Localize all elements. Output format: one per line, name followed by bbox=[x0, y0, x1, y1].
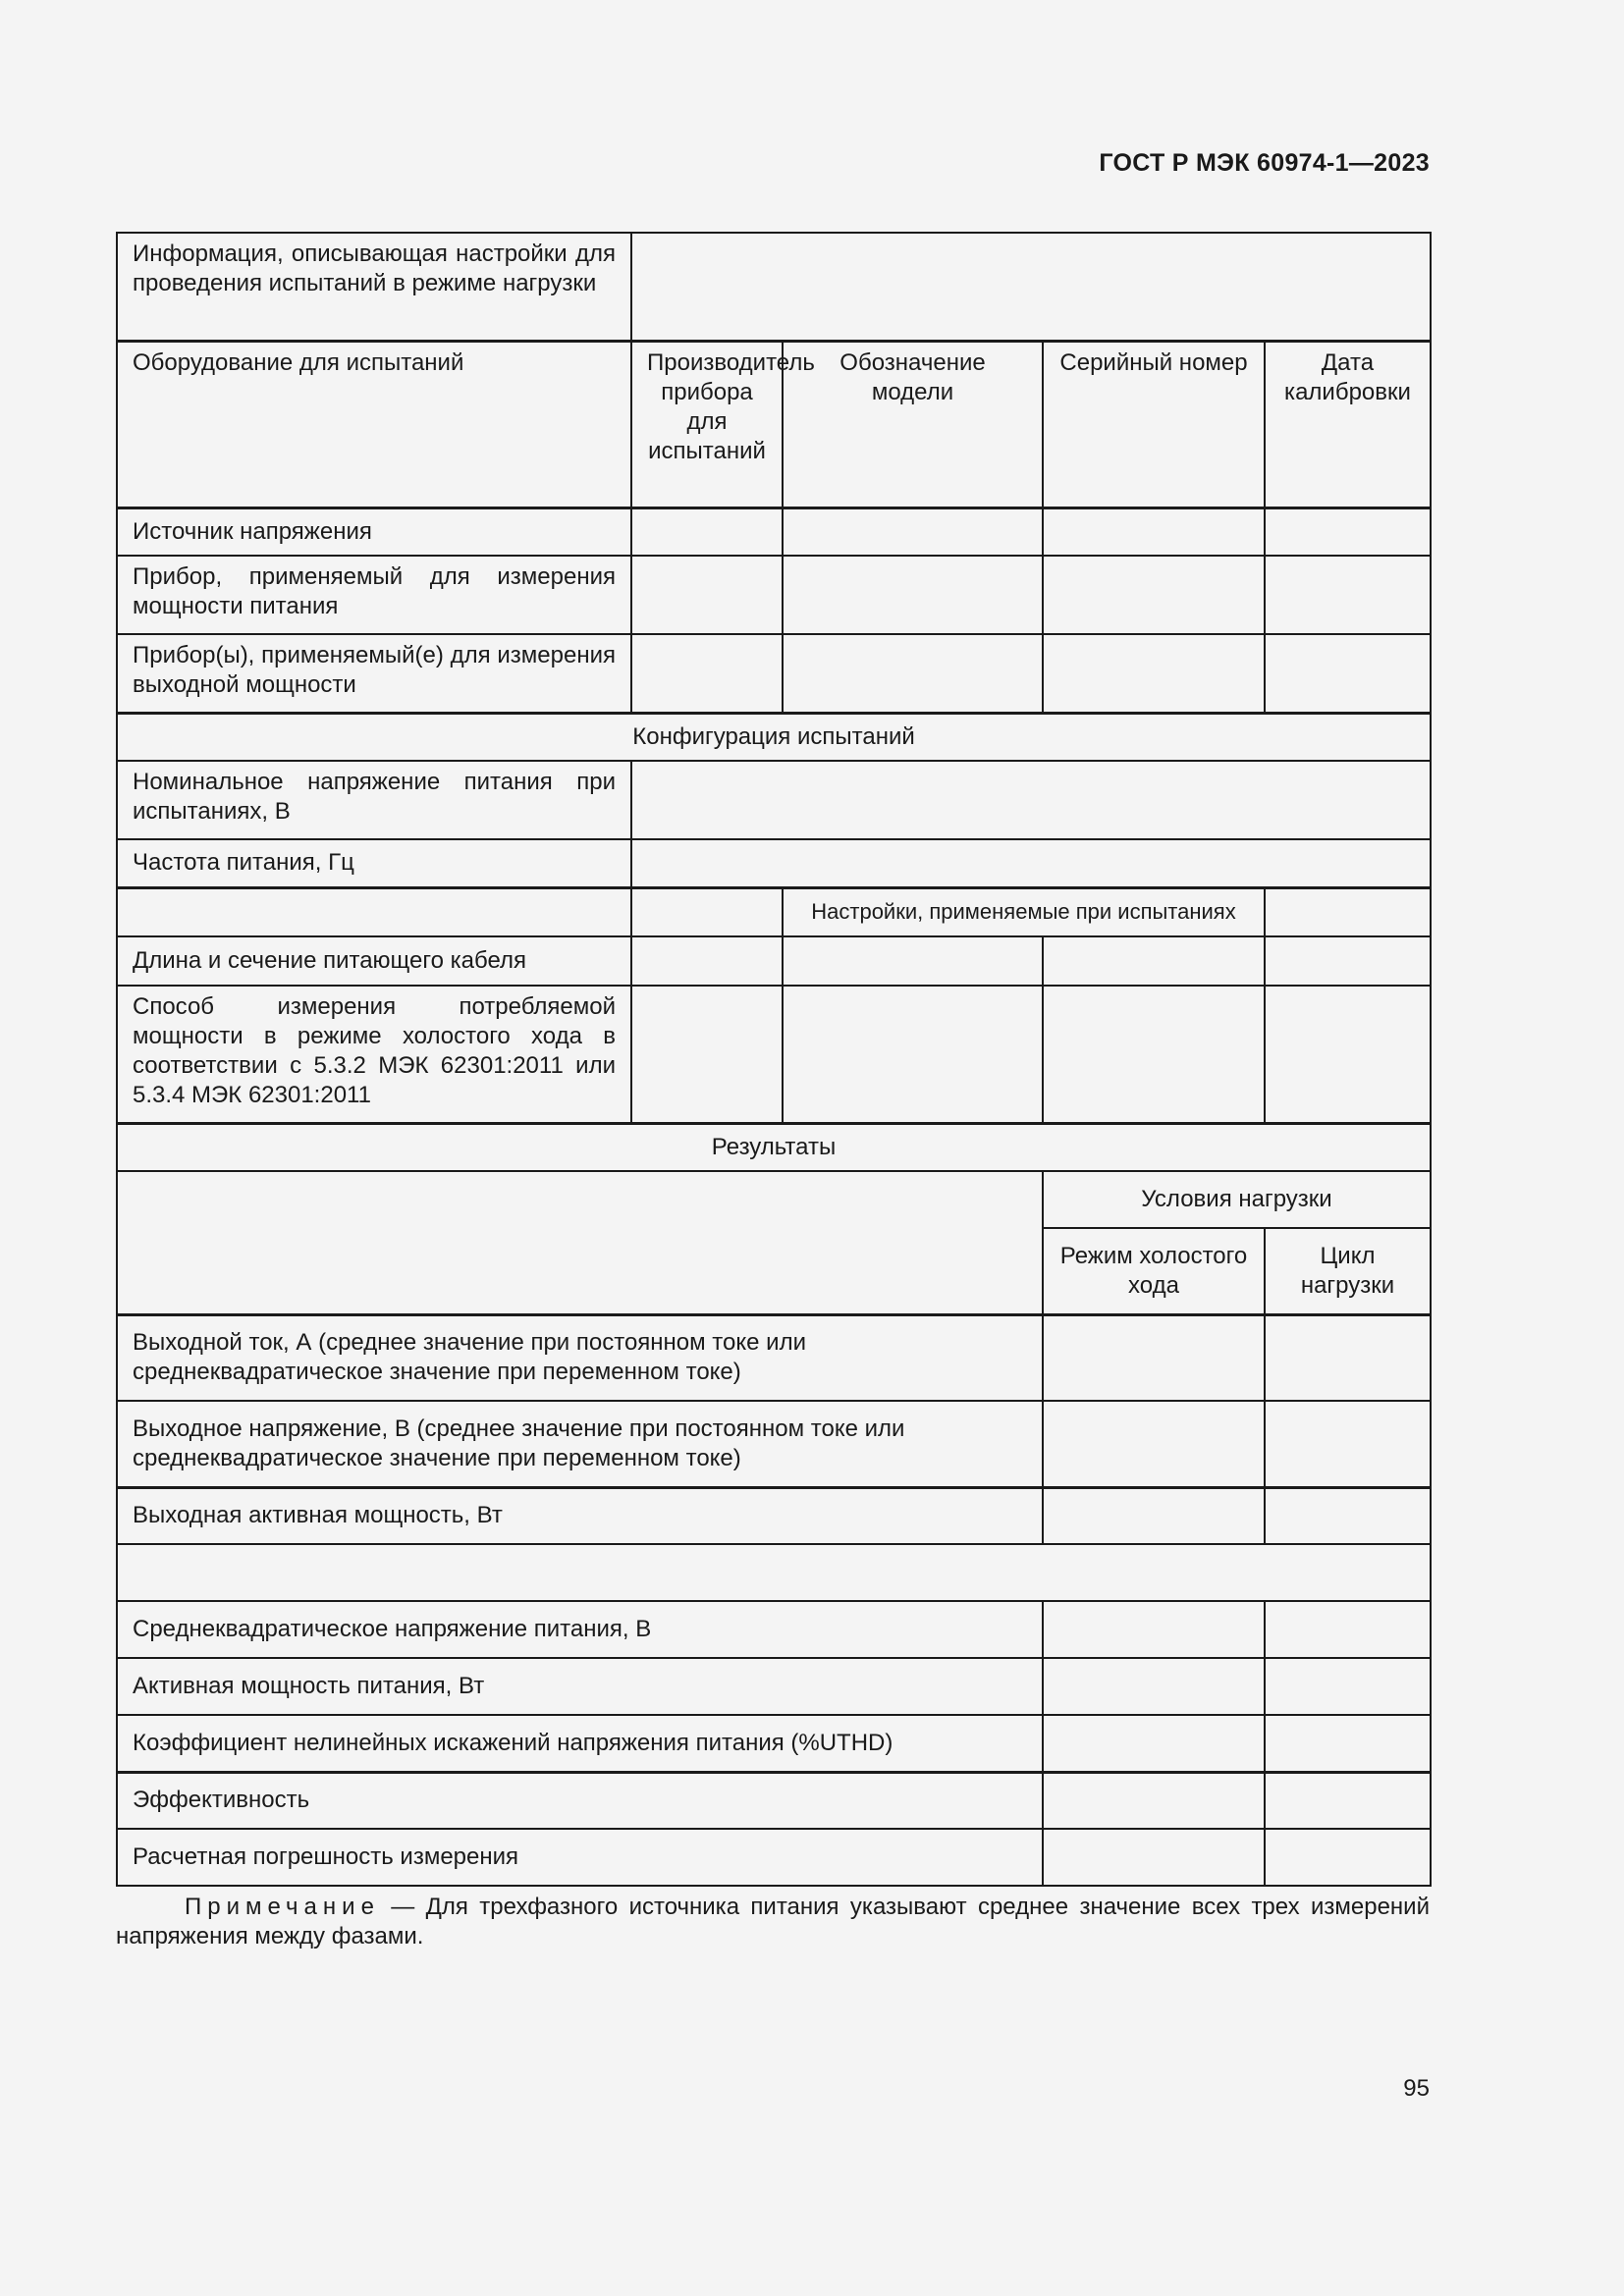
table-row bbox=[117, 936, 1431, 986]
table-row bbox=[117, 986, 1431, 1123]
page-number: 95 bbox=[1403, 2075, 1430, 2102]
table-cell[interactable] bbox=[1043, 1829, 1265, 1886]
table-cell[interactable] bbox=[1043, 1401, 1265, 1487]
table-cell[interactable] bbox=[1265, 1829, 1431, 1886]
equipment-label: Оборудование для испытаний bbox=[117, 341, 631, 507]
nominal-voltage-value[interactable] bbox=[631, 761, 1431, 839]
table-cell bbox=[631, 887, 783, 936]
table-cell[interactable] bbox=[1265, 986, 1431, 1123]
table-cell[interactable] bbox=[1043, 1601, 1265, 1658]
load-conditions-header: Условия нагрузки bbox=[1043, 1171, 1431, 1228]
table-row bbox=[117, 1544, 1431, 1601]
table-cell[interactable] bbox=[1043, 936, 1265, 986]
table-cell[interactable] bbox=[1265, 1314, 1431, 1401]
table-cell[interactable] bbox=[1043, 1658, 1265, 1715]
table-cell[interactable] bbox=[1265, 936, 1431, 986]
note-text: — Для трехфазного источника питания указывают среднее значение всех трех измерений напряжения между фазами. bbox=[116, 1894, 1430, 1949]
table-note bbox=[116, 1893, 1430, 1951]
equipment-row-label: Источник напряжения bbox=[117, 507, 631, 556]
results-title: Результаты bbox=[117, 1123, 1431, 1171]
cable-label: Длина и сечение питающего кабеля bbox=[117, 936, 631, 986]
table-cell[interactable] bbox=[631, 986, 783, 1123]
efficiency-label: Эффективность bbox=[117, 1772, 1043, 1829]
results-header-row bbox=[117, 1171, 1431, 1228]
table-row bbox=[117, 1715, 1431, 1772]
output-power-label: Выходная активная мощность, Вт bbox=[117, 1487, 1043, 1544]
table-cell[interactable] bbox=[631, 634, 783, 713]
table-row bbox=[117, 1829, 1431, 1886]
table-cell bbox=[117, 887, 631, 936]
table-row bbox=[117, 507, 1431, 556]
table-cell bbox=[117, 1171, 1043, 1314]
active-power-label: Активная мощность питания, Вт bbox=[117, 1658, 1043, 1715]
output-current-label: Выходной ток, А (среднее значение при постоянном токе или среднеквадратическое значение при переменном токе) bbox=[117, 1314, 1043, 1401]
table-cell bbox=[1265, 887, 1431, 936]
table-cell[interactable] bbox=[631, 556, 783, 634]
equipment-row-label: Прибор, применяемый для измерения мощности питания bbox=[117, 556, 631, 634]
table-cell[interactable] bbox=[1265, 1601, 1431, 1658]
table-row bbox=[117, 1487, 1431, 1544]
col-cycle: Цикл нагрузки bbox=[1265, 1228, 1431, 1314]
table-cell[interactable] bbox=[783, 936, 1043, 986]
section-row bbox=[117, 1123, 1431, 1171]
nominal-voltage-label: Номинальное напряжение питания при испытаниях, В bbox=[117, 761, 631, 839]
test-report-table bbox=[116, 232, 1432, 1887]
frequency-value[interactable] bbox=[631, 839, 1431, 887]
table-cell[interactable] bbox=[1265, 1658, 1431, 1715]
equipment-header-row bbox=[117, 341, 1431, 507]
settings-header: Настройки, применяемые при испытаниях bbox=[783, 887, 1265, 936]
table-cell[interactable] bbox=[1265, 507, 1431, 556]
table-row bbox=[117, 1601, 1431, 1658]
table-cell[interactable] bbox=[1043, 1715, 1265, 1772]
table-cell[interactable] bbox=[1265, 556, 1431, 634]
table-cell[interactable] bbox=[1265, 1401, 1431, 1487]
table-row bbox=[117, 634, 1431, 713]
uncertainty-label: Расчетная погрешность измерения bbox=[117, 1829, 1043, 1886]
note-label: Примечание bbox=[185, 1894, 380, 1920]
table-cell[interactable] bbox=[783, 507, 1043, 556]
table-cell[interactable] bbox=[1265, 634, 1431, 713]
section-row bbox=[117, 713, 1431, 761]
table-cell[interactable] bbox=[783, 634, 1043, 713]
table-cell[interactable] bbox=[783, 986, 1043, 1123]
thd-label: Коэффициент нелинейных искажений напряжения питания (%UTHD) bbox=[117, 1715, 1043, 1772]
configuration-title: Конфигурация испытаний bbox=[117, 713, 1431, 761]
table-row bbox=[117, 233, 1431, 341]
settings-header-row bbox=[117, 887, 1431, 936]
frequency-label: Частота питания, Гц bbox=[117, 839, 631, 887]
table-cell[interactable] bbox=[1265, 1715, 1431, 1772]
table-cell bbox=[117, 1544, 1431, 1601]
table-cell[interactable] bbox=[1043, 507, 1265, 556]
table-cell[interactable] bbox=[783, 556, 1043, 634]
output-voltage-label: Выходное напряжение, В (среднее значение при постоянном токе или среднеквадратическое значение при переменном токе) bbox=[117, 1401, 1043, 1487]
load-settings-value[interactable] bbox=[631, 233, 1431, 341]
table-row bbox=[117, 1401, 1431, 1487]
table-row bbox=[117, 556, 1431, 634]
col-model: Обозначение модели bbox=[783, 341, 1043, 507]
equipment-row-label: Прибор(ы), применяемый(е) для измерения выходной мощности bbox=[117, 634, 631, 713]
col-calibration: Дата калибровки bbox=[1265, 341, 1431, 507]
table-cell[interactable] bbox=[1043, 1314, 1265, 1401]
table-cell[interactable] bbox=[1265, 1772, 1431, 1829]
table-cell[interactable] bbox=[631, 507, 783, 556]
idle-method-label: Способ измерения потребляемой мощности в режиме холостого хода в соответствии с 5.3.2 МЭК 62301:2011 или 5.3.4 МЭК 62301:2011 bbox=[117, 986, 631, 1123]
col-idle: Режим холостого хода bbox=[1043, 1228, 1265, 1314]
rms-voltage-label: Среднеквадратическое напряжение питания, В bbox=[117, 1601, 1043, 1658]
table-row bbox=[117, 1772, 1431, 1829]
table-row bbox=[117, 761, 1431, 839]
table-cell[interactable] bbox=[631, 936, 783, 986]
table-row bbox=[117, 1658, 1431, 1715]
table-cell[interactable] bbox=[1265, 1487, 1431, 1544]
document-code: ГОСТ Р МЭК 60974-1—2023 bbox=[1099, 149, 1430, 177]
table-cell[interactable] bbox=[1043, 1772, 1265, 1829]
col-manufacturer: Производитель прибора для испытаний bbox=[631, 341, 783, 507]
table-cell[interactable] bbox=[1043, 1487, 1265, 1544]
table-row bbox=[117, 1314, 1431, 1401]
load-settings-label: Информация, описывающая настройки для проведения испытаний в режиме нагрузки bbox=[117, 233, 631, 341]
table-cell[interactable] bbox=[1043, 556, 1265, 634]
table-row bbox=[117, 839, 1431, 887]
col-serial: Серийный номер bbox=[1043, 341, 1265, 507]
table-cell[interactable] bbox=[1043, 986, 1265, 1123]
table-cell[interactable] bbox=[1043, 634, 1265, 713]
